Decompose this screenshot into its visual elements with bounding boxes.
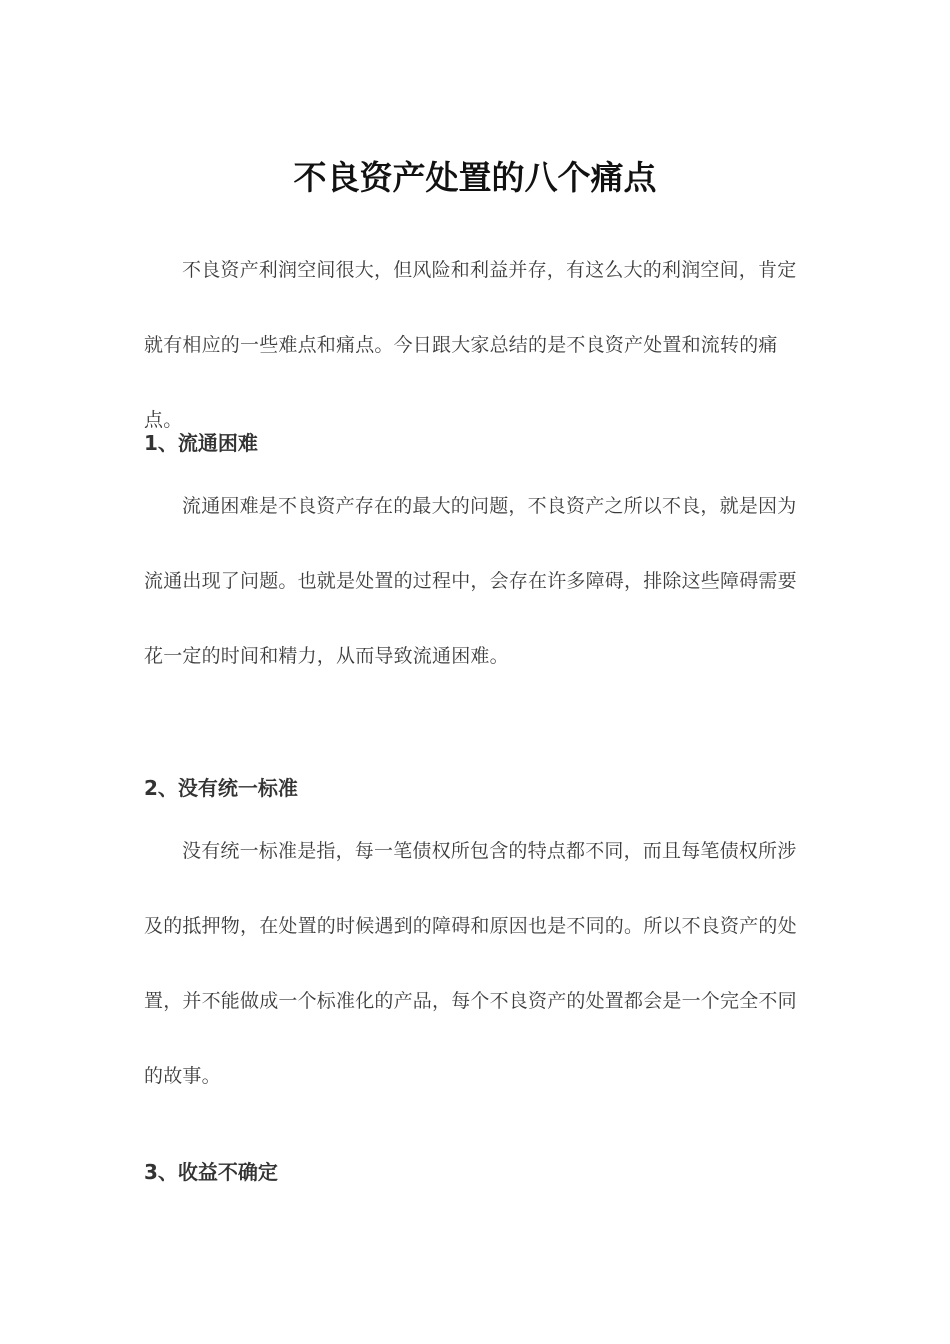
section-heading-1: 1、流通困难 — [144, 431, 258, 455]
section-body-1: 流通困难是不良资产存在的最大的问题，不良资产之所以不良，就是因为流通出现了问题。也就是处置的过程中，会存在许多障碍，排除这些障碍需要花一定的时间和精力，从而导致流通困难。 — [144, 495, 797, 667]
intro-paragraph: 不良资产利润空间很大，但风险和利益并存，有这么大的利润空间，肯定就有相应的一些难点和痛点。今日跟大家总结的是不良资产处置和流转的痛点。 — [144, 259, 797, 431]
section-heading-3: 3、收益不确定 — [144, 1160, 278, 1184]
page-title: 不良资产处置的八个痛点 — [293, 158, 657, 197]
section-body-2: 没有统一标准是指，每一笔债权所包含的特点都不同，而且每笔债权所涉及的抵押物，在处置的时候遇到的障碍和原因也是不同的。所以不良资产的处置，并不能做成一个标准化的产品，每个不良资产的处置都会是一个完全不同的故事。 — [144, 840, 797, 1087]
section-heading-2: 2、没有统一标准 — [144, 776, 298, 800]
